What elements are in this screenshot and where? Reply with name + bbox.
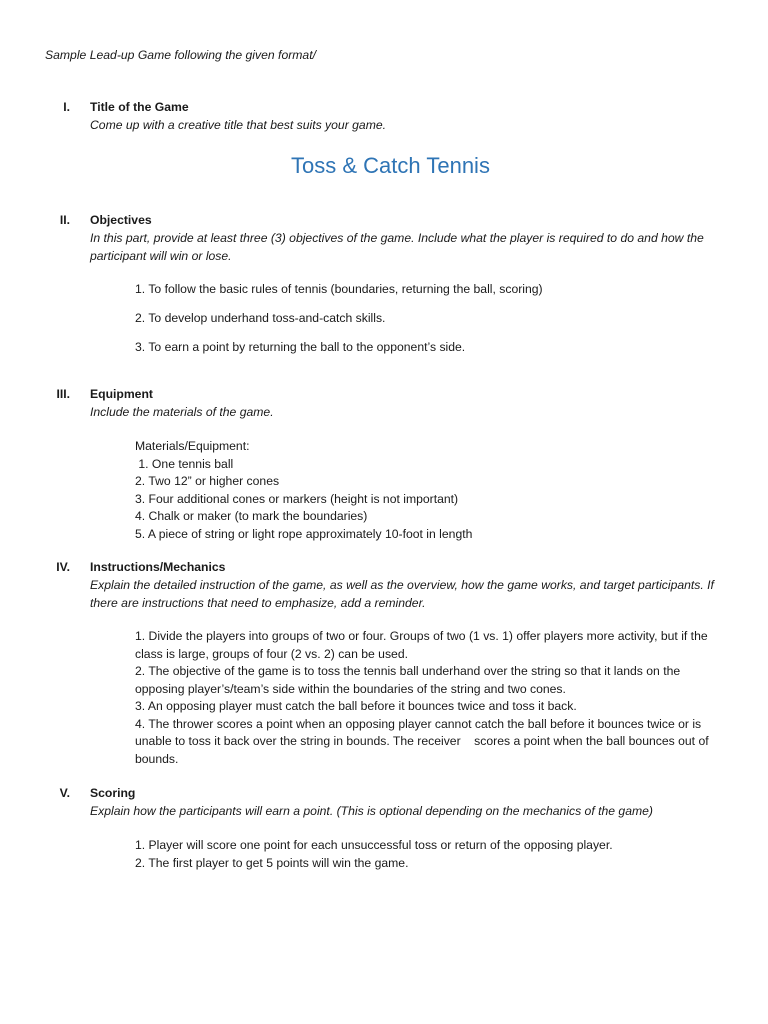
section-4-description: Explain the detailed instruction of the game, as well as the overview, how the game works, and target participants. If there are instructions that need to emphasize, add a reminder.	[90, 578, 714, 610]
section-5-description: Explain how the participants will earn a point. (This is optional depending on the mechanics of the game)	[90, 804, 653, 818]
section-3-numeral: III.	[56, 387, 70, 401]
section-1-numeral: I.	[63, 100, 70, 114]
list-item: 4. Chalk or maker (to mark the boundaries)	[135, 509, 368, 523]
section-2-numeral: II.	[59, 213, 70, 227]
list-item: 5. A piece of string or light rope approximately 10-foot in length	[135, 526, 473, 541]
section-5-numeral: V.	[59, 786, 70, 800]
objectives-list	[135, 281, 725, 357]
list-item: 2. To develop underhand toss-and-catch skills.	[135, 311, 386, 325]
section-4-numeral: IV.	[56, 560, 70, 574]
list-item: 3. An opposing player must catch the ball before it bounces twice and toss it back.	[135, 699, 577, 713]
section-2-heading: Objectives	[90, 213, 152, 227]
list-item: 1. One tennis ball	[135, 456, 234, 471]
list-item: 1. Player will score one point for each unsuccessful toss or return of the opposing player.	[135, 838, 613, 852]
equipment-list	[135, 438, 725, 543]
list-item: 1. To follow the basic rules of tennis (boundaries, returning the ball, scoring)	[135, 282, 543, 296]
section-3-description: Include the materials of the game.	[90, 405, 274, 419]
section-1-heading: Title of the Game	[90, 100, 189, 114]
section-3-heading: Equipment	[90, 387, 153, 401]
scoring-list	[135, 837, 725, 872]
list-item: 2. Two 12” or higher cones	[135, 474, 280, 488]
section-4-heading: Instructions/Mechanics	[90, 560, 226, 574]
intro-line: Sample Lead-up Game following the given format/	[45, 48, 316, 62]
section-1-description: Come up with a creative title that best suits your game.	[90, 118, 387, 132]
list-item: 3. Four additional cones or markers (height is not important)	[135, 491, 459, 506]
list-item: 3. To earn a point by returning the ball to the opponent’s side.	[135, 340, 466, 354]
list-item: 2. The first player to get 5 points will win the game.	[135, 855, 409, 870]
section-2-description: In this part, provide at least three (3) objectives of the game. Include what the player is required to do and how the participant will win or lose.	[90, 231, 704, 263]
instructions-list	[135, 628, 725, 768]
list-item: 1. Divide the players into groups of two or four. Groups of two (1 vs. 1) offer players more activity, but if the class is large, groups of four (2 vs. 2) can be used.	[135, 629, 708, 661]
section-5-heading: Scoring	[90, 786, 136, 800]
game-title: Toss & Catch Tennis	[291, 153, 490, 178]
list-item: 4. The thrower scores a point when an opposing player cannot catch the ball before it bounces twice or is unable to toss it back over the string in bounds. The receiver scores a point when the ball bounces out of bounds.	[135, 716, 712, 766]
list-item: 2. The objective of the game is to toss the tennis ball underhand over the string so that it lands on the opposing player’s/team’s side within the boundaries of the string and two cones.	[135, 664, 681, 696]
equipment-list-title: Materials/Equipment:	[135, 439, 250, 453]
